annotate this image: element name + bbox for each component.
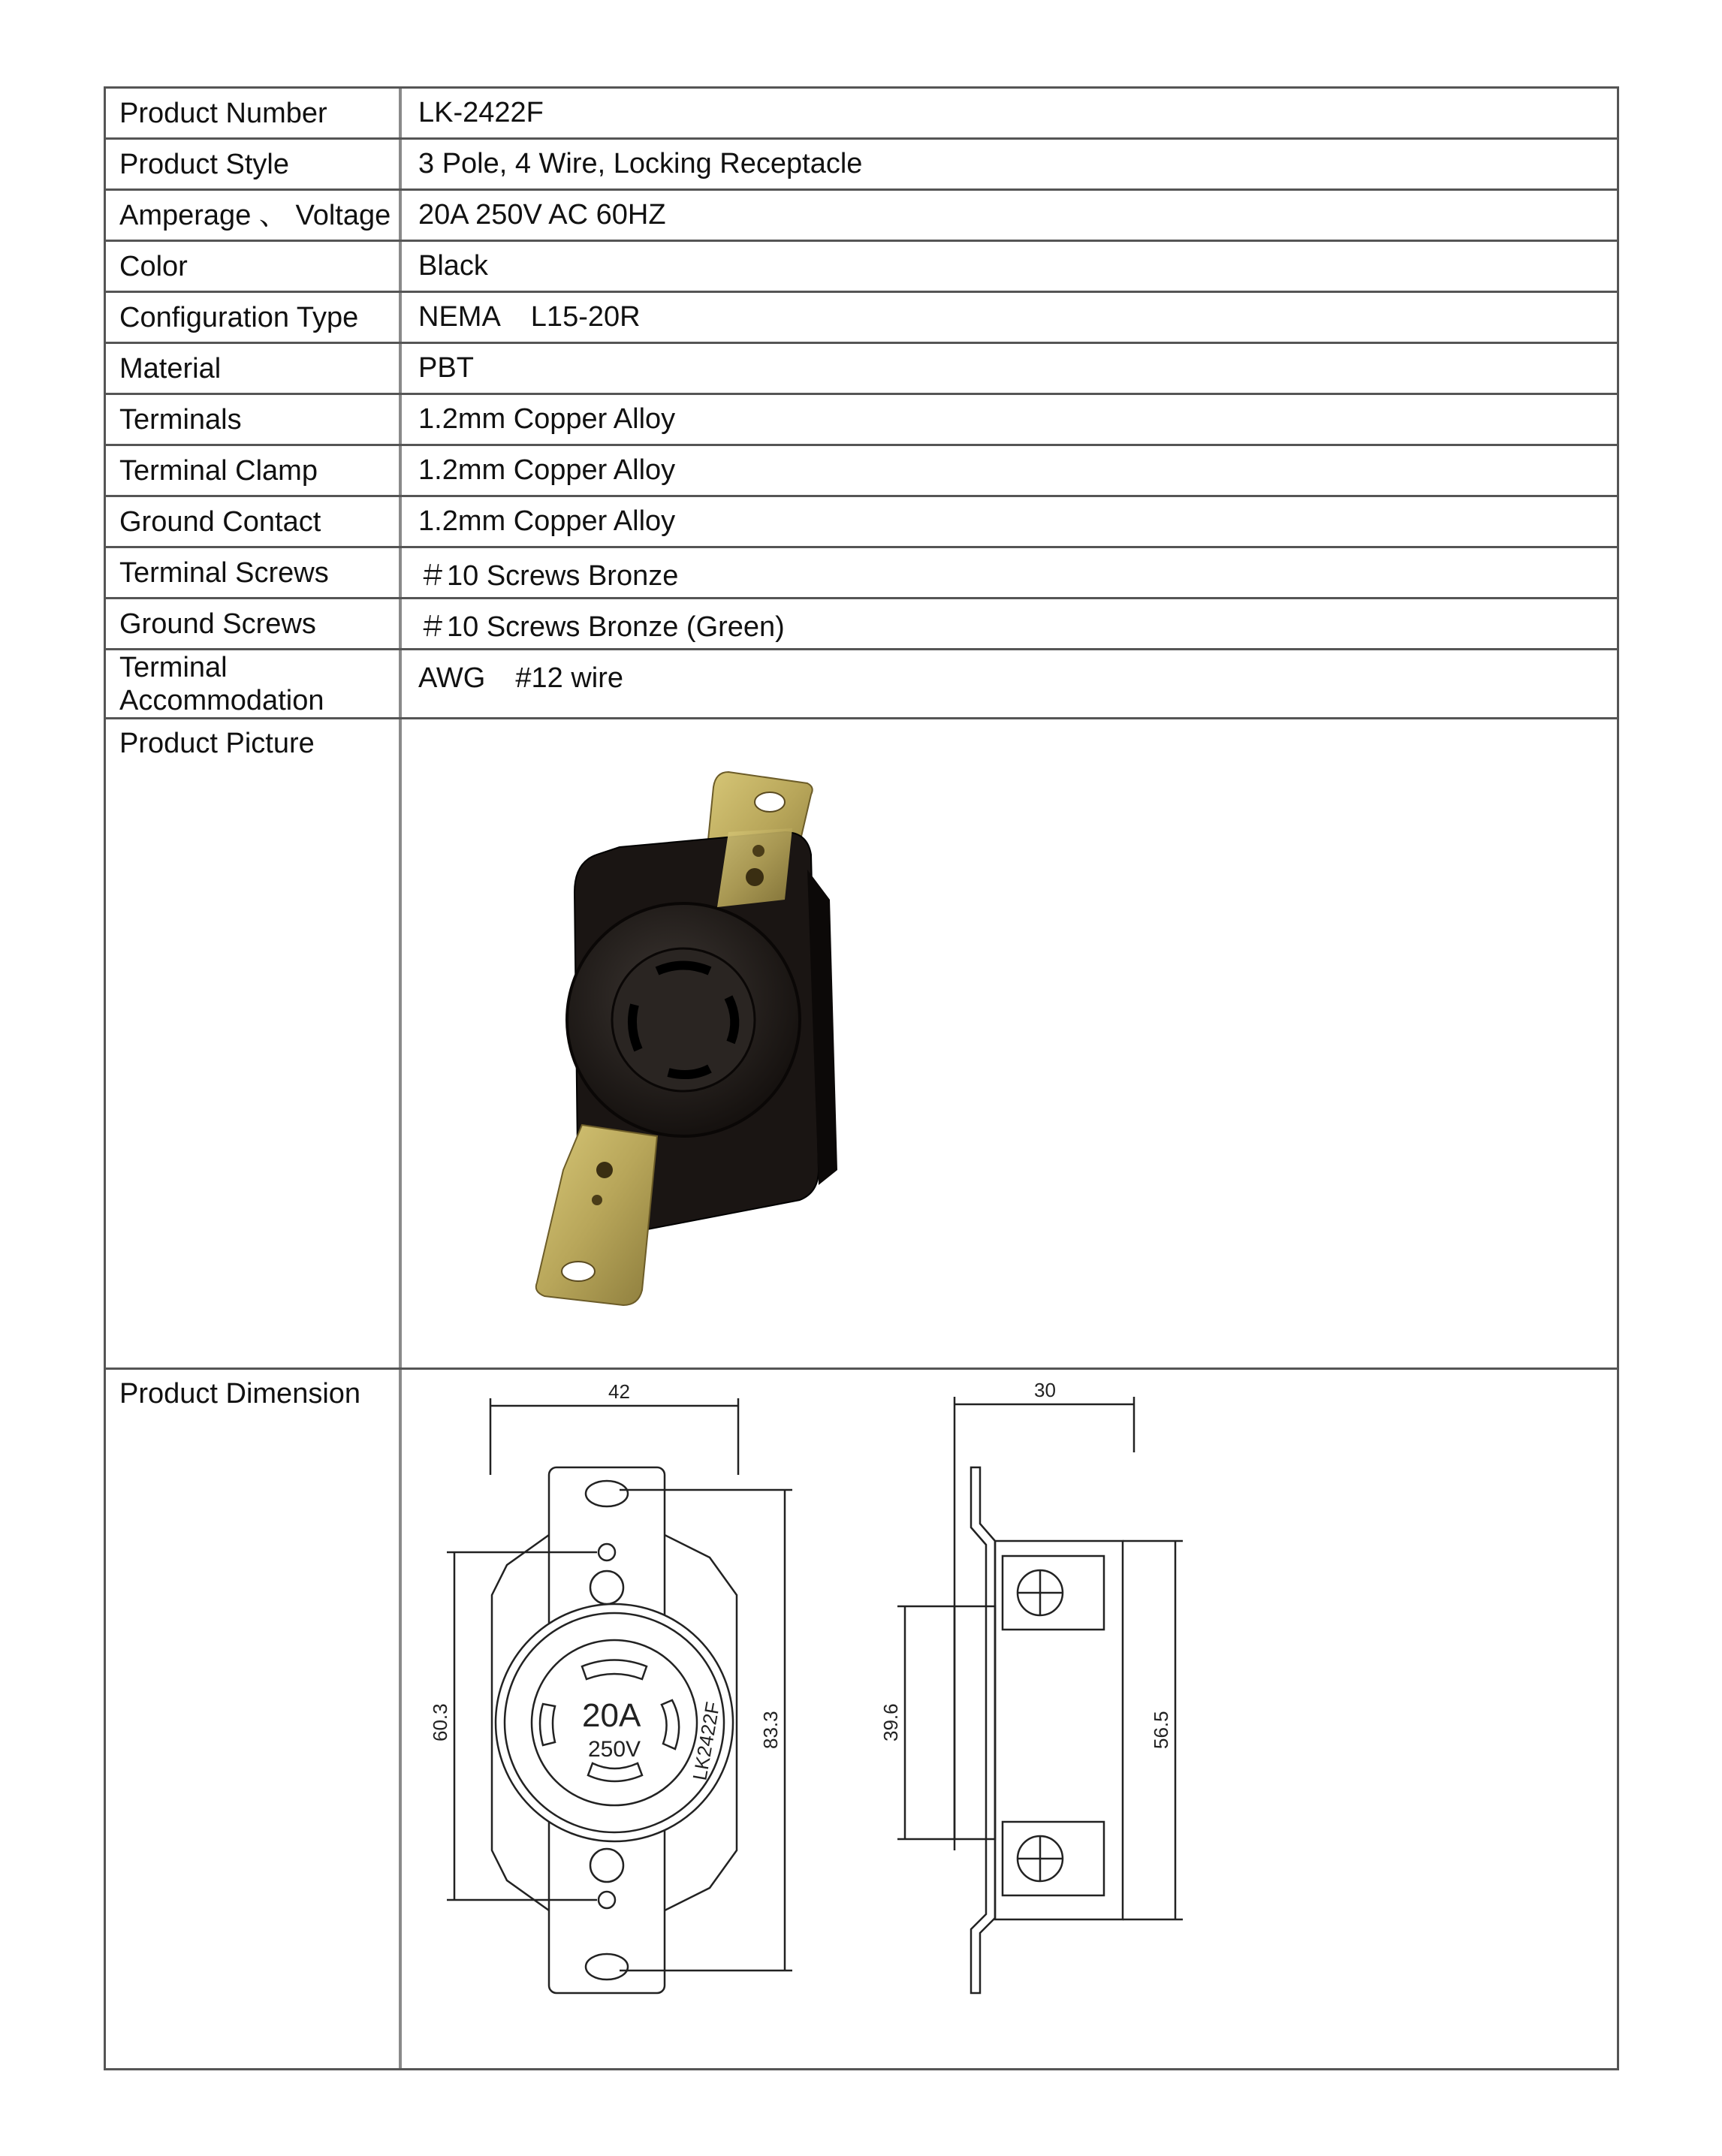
front-top-screw bbox=[590, 1571, 623, 1604]
row-terminal-clamp bbox=[106, 446, 1617, 497]
label-ground-screws: Ground Screws bbox=[106, 599, 402, 648]
value-wire-standard: AWG bbox=[418, 662, 486, 694]
row-product-number bbox=[106, 89, 1617, 140]
pitch-value: 60.3 bbox=[429, 1703, 451, 1741]
row-terminal-screws bbox=[106, 548, 1617, 599]
row-ground-screws bbox=[106, 599, 1617, 650]
front-view bbox=[429, 1380, 792, 1993]
front-model-mark: LK2422F bbox=[688, 1699, 725, 1783]
product-picture-cell bbox=[402, 719, 1617, 1367]
label-product-dimension: Product Dimension bbox=[106, 1370, 402, 2068]
bottom-strap-hole bbox=[562, 1262, 595, 1281]
depth-value: 30 bbox=[1034, 1379, 1056, 1401]
row-color bbox=[106, 242, 1617, 293]
strap-rivet-top bbox=[752, 845, 764, 857]
value-terminals: 1.2mm Copper Alloy bbox=[418, 403, 676, 435]
row-terminal-accommodation bbox=[106, 650, 1617, 719]
row-material bbox=[106, 344, 1617, 395]
spec-table bbox=[104, 86, 1619, 2070]
value-wire-size: #12 wire bbox=[515, 662, 623, 694]
row-product-picture bbox=[106, 719, 1617, 1370]
row-configuration-type bbox=[106, 293, 1617, 344]
value-ground-contact: 1.2mm Copper Alloy bbox=[418, 505, 676, 537]
label-product-style: Product Style bbox=[106, 140, 402, 188]
strap-screw-bottom bbox=[596, 1162, 613, 1178]
label-material: Material bbox=[106, 344, 402, 393]
label-terminals: Terminals bbox=[106, 395, 402, 444]
top-strap-hole bbox=[755, 792, 785, 812]
product-photo bbox=[402, 719, 1618, 1367]
label-color: Color bbox=[106, 242, 402, 291]
value-terminal-screws: ＃10 Screws Bronze bbox=[418, 560, 679, 592]
label-amperage-voltage: Amperage 、 Voltage bbox=[106, 191, 402, 240]
row-amperage-voltage bbox=[106, 191, 1617, 242]
width-value: 42 bbox=[608, 1380, 630, 1403]
top-strap-front bbox=[717, 828, 792, 907]
label-terminal-screws: Terminal Screws bbox=[106, 548, 402, 597]
dimension-drawing-cell bbox=[402, 1370, 1617, 2068]
side-view bbox=[879, 1379, 1183, 1993]
row-product-dimension bbox=[106, 1370, 1617, 2068]
label-terminal-accommodation-line2: Accommodation bbox=[119, 684, 324, 716]
strap-rivet-bottom bbox=[592, 1195, 602, 1205]
value-terminal-accommodation bbox=[402, 650, 1617, 717]
label-product-picture: Product Picture bbox=[106, 719, 402, 1367]
front-top-rivet bbox=[599, 1544, 615, 1560]
value-product-number: LK-2422F bbox=[418, 97, 544, 128]
value-product-style: 3 Pole, 4 Wire, Locking Receptacle bbox=[418, 148, 863, 179]
side-strap bbox=[971, 1467, 995, 1993]
label-terminal-accommodation bbox=[106, 650, 402, 717]
label-terminal-accommodation-line1: Terminal bbox=[119, 651, 228, 683]
front-top-hole bbox=[586, 1481, 628, 1506]
front-rating-amp: 20A bbox=[582, 1697, 641, 1734]
side-base bbox=[954, 1606, 995, 1839]
front-bottom-hole bbox=[586, 1954, 628, 1980]
height-value: 83.3 bbox=[759, 1711, 782, 1749]
bottom-mounting-strap bbox=[536, 1125, 657, 1305]
row-product-style bbox=[106, 140, 1617, 191]
value-terminal-clamp: 1.2mm Copper Alloy bbox=[418, 454, 676, 486]
value-material: PBT bbox=[418, 352, 474, 384]
value-ground-screws: ＃10 Screws Bronze (Green) bbox=[418, 611, 785, 643]
value-configuration-standard: NEMA bbox=[418, 301, 501, 333]
row-terminals bbox=[106, 395, 1617, 446]
value-configuration-code: L15-20R bbox=[530, 301, 641, 333]
value-amperage-voltage: 20A 250V AC 60HZ bbox=[418, 199, 666, 231]
label-product-number: Product Number bbox=[106, 89, 402, 137]
side-height-value: 56.5 bbox=[1150, 1711, 1172, 1749]
front-bottom-rivet bbox=[599, 1892, 615, 1908]
value-color: Black bbox=[418, 250, 488, 282]
label-ground-contact: Ground Contact bbox=[106, 497, 402, 546]
value-configuration-type bbox=[402, 293, 1617, 342]
inner-value: 39.6 bbox=[879, 1703, 902, 1741]
strap-screw-top bbox=[746, 868, 764, 886]
label-terminal-clamp: Terminal Clamp bbox=[106, 446, 402, 495]
front-bottom-screw bbox=[590, 1849, 623, 1882]
row-ground-contact bbox=[106, 497, 1617, 548]
front-rating-volt: 250V bbox=[588, 1737, 641, 1762]
label-configuration-type: Configuration Type bbox=[106, 293, 402, 342]
dimension-drawing bbox=[402, 1370, 1618, 2065]
